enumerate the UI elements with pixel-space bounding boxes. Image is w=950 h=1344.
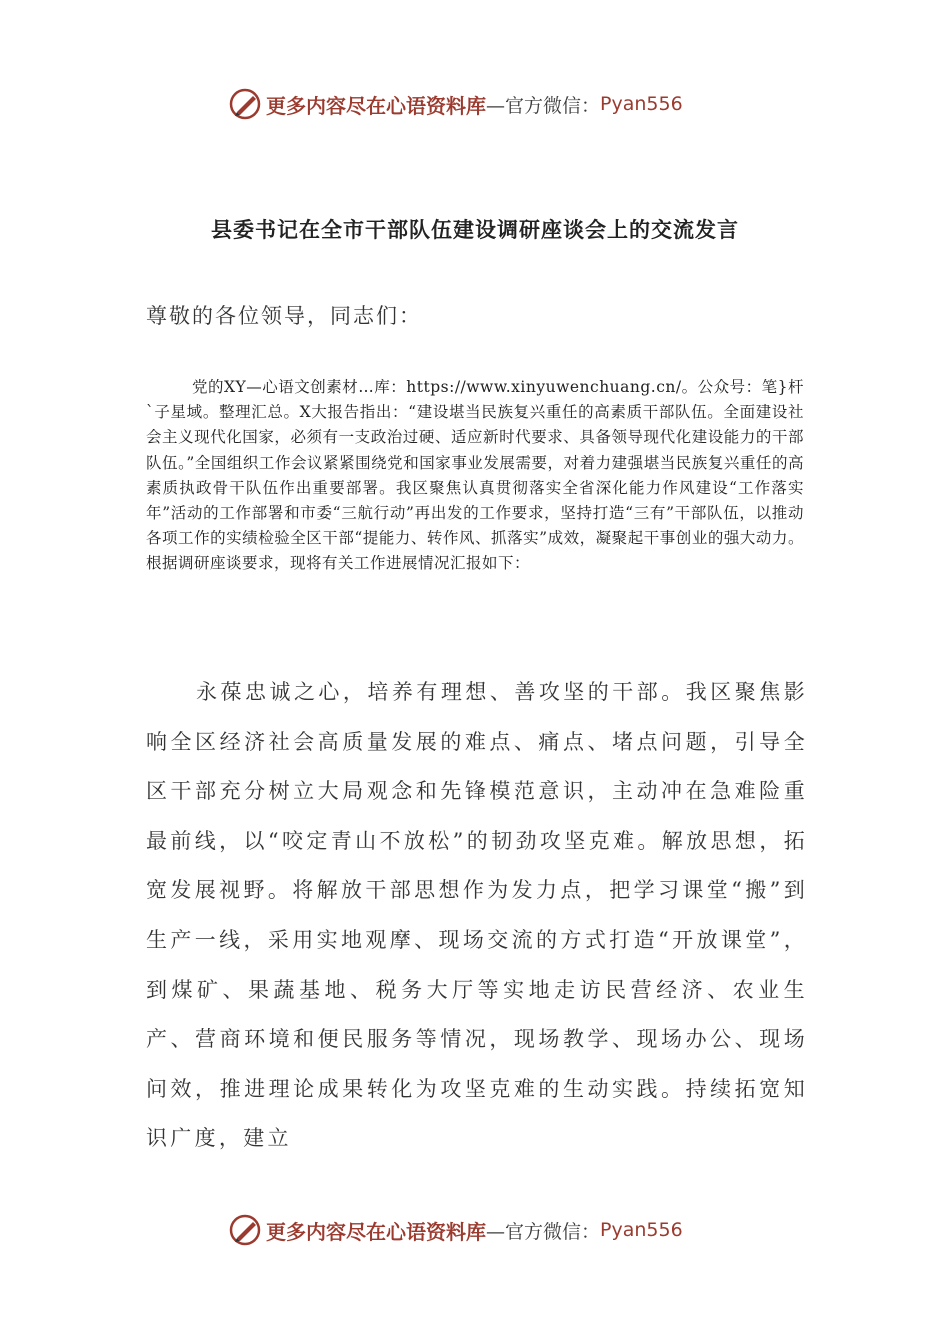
banner-main-text: 更多内容尽在心语资料库 (266, 1219, 486, 1244)
document-title: 县委书记在全市干部队伍建设调研座谈会上的交流发言 (211, 218, 739, 242)
banner-wechat-id: Pyan556 (600, 93, 683, 115)
pen-logo-icon (228, 1213, 262, 1247)
header-banner (0, 84, 950, 124)
pen-logo-icon (228, 87, 262, 121)
banner-sub-text: —官方微信： (486, 1220, 601, 1243)
banner-main-text: 更多内容尽在心语资料库 (266, 93, 486, 118)
footer-banner (0, 1210, 950, 1250)
banner-wechat-id: Pyan556 (600, 1219, 683, 1241)
banner-sub-text: —官方微信： (486, 94, 601, 117)
intro-paragraph: 党的XY—心语文创素材…库：https://www.xinyuwenchuang.cn/。公众号：笔}杆`子星域。整理汇总。X大报告指出：“建设堪当民族复兴重任的高素质干部队伍。全面建设社会主义现代化国家，必须有一支政治过硬、适应新时代要求、具备领导现代化建设能力的干部队伍。”全国组织工作会议紧紧围绕党和国家事业发展需要，对着力建强堪当民族复兴重任的高素质执政骨干队伍作出重要部署。我区聚焦认真贯彻落实全省深化能力作风建设“工作落实年”活动的工作部署和市委“三航行动”再出发的工作要求，坚持打造“三有”干部队伍，以推动各项工作的实绩检验全区干部“提能力、转作风、抓落实”成效，凝聚起干事创业的强大动力。根据调研座谈要求，现将有关工作进展情况汇报如下： (146, 378, 804, 573)
body-paragraph: 永葆忠诚之心，培养有理想、善攻坚的干部。我区聚焦影响全区经济社会高质量发展的难点、痛点、堵点问题，引导全区干部充分树立大局观念和先锋模范意识，主动冲在急难险重最前线，以“咬定青山不放松”的韧劲攻坚克难。解放思想，拓宽发展视野。将解放干部思想作为发力点，把学习课堂“搬”到生产一线，采用实地观摩、现场交流的方式打造“开放课堂”，到煤矿、果蔬基地、税务大厅等实地走访民营经济、农业生产、营商环境和便民服务等情况，现场教学、现场办公、现场问效，推进理论成果转化为攻坚克难的生动实践。持续拓宽知识广度，建立 (146, 680, 808, 1151)
salutation: 尊敬的各位领导，同志们： (146, 304, 422, 328)
